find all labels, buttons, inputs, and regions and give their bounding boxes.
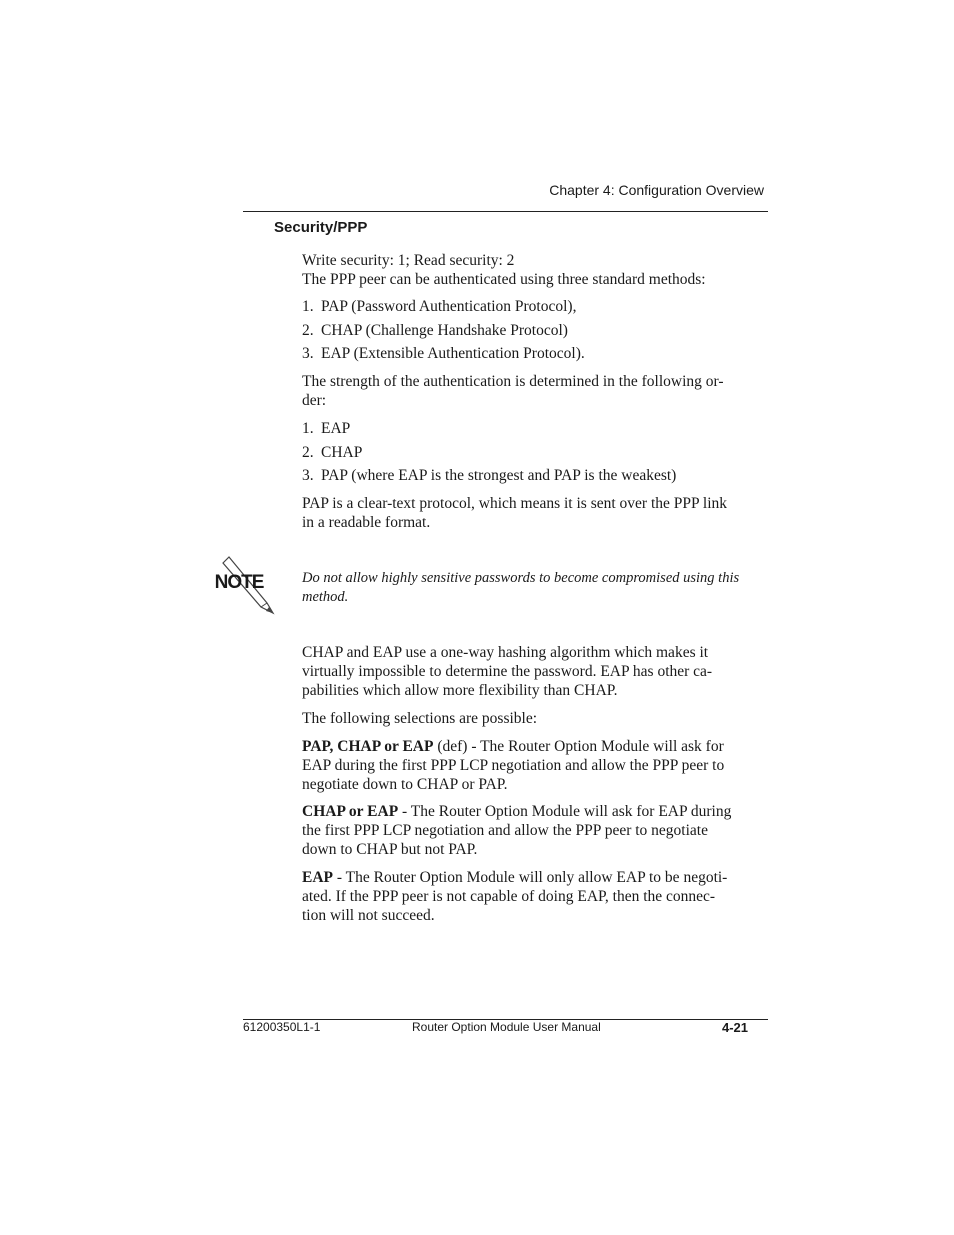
list-text: CHAP xyxy=(321,443,363,461)
list-item xyxy=(302,419,767,438)
paragraph-line xyxy=(302,802,767,821)
note-icon xyxy=(215,555,277,615)
header-rule xyxy=(243,211,768,212)
paragraph-line xyxy=(302,737,767,756)
list-number: 2. xyxy=(302,321,314,339)
selections-intro: The following selections are possible: xyxy=(302,710,538,727)
doc-number: 61200350L1-1 xyxy=(243,1020,321,1034)
order-list xyxy=(302,419,767,485)
note-icon-label: NOTE xyxy=(215,572,264,593)
paragraph-line: EAP during the first PPP LCP negotiation and allow the PPP peer to xyxy=(302,757,725,774)
strength-paragraph xyxy=(302,372,767,410)
list-item xyxy=(302,297,767,316)
paragraph-line: tion will not succeed. xyxy=(302,907,435,924)
option-paragraph xyxy=(302,868,767,925)
paragraph-line: The strength of the authentication is determined in the following or- xyxy=(302,373,724,390)
option-description: (def) - The Router Option Module will ask for xyxy=(433,738,724,755)
list-number: 3. xyxy=(302,467,314,484)
paragraph-line: ated. If the PPP peer is not capable of doing EAP, then the connec- xyxy=(302,888,716,905)
intro-line: The PPP peer can be authenticated using three standard methods: xyxy=(302,271,706,288)
paragraph-line: down to CHAP but not PAP. xyxy=(302,841,478,858)
intro-paragraph xyxy=(302,251,767,289)
intro-line: Write security: 1; Read security: 2 xyxy=(302,252,515,269)
paragraph-line: CHAP and EAP use a one-way hashing algorithm which makes it xyxy=(302,644,709,661)
list-item xyxy=(302,321,767,340)
note-text xyxy=(302,569,767,606)
list-text: EAP (Extensible Authentication Protocol). xyxy=(321,345,585,362)
list-text: PAP (where EAP is the strongest and PAP is the weakest) xyxy=(321,467,677,484)
list-item xyxy=(302,344,767,363)
paragraph-line: virtually impossible to determine the password. EAP has other ca- xyxy=(302,663,713,680)
note-line: method. xyxy=(302,588,349,605)
option-paragraph xyxy=(302,802,767,859)
paragraph-line: pabilities which allow more flexibility than CHAP. xyxy=(302,682,618,699)
section-title: Security/PPP xyxy=(274,219,368,236)
option-term: CHAP or EAP xyxy=(302,803,399,820)
chap-eap-paragraph xyxy=(302,643,767,700)
paragraph-line: in a readable format. xyxy=(302,514,431,531)
paragraph-line xyxy=(302,868,767,887)
list-text: EAP xyxy=(321,420,351,437)
manual-title: Router Option Module User Manual xyxy=(412,1020,601,1034)
option-description: - The Router Option Module will only allow EAP to be negoti- xyxy=(333,869,728,886)
paragraph-line: negotiate down to CHAP or PAP. xyxy=(302,776,508,793)
list-number: 3. xyxy=(302,345,314,362)
methods-list xyxy=(302,297,767,363)
pap-paragraph xyxy=(302,494,767,532)
page-number: 4-21 xyxy=(721,1020,748,1035)
option-term: PAP, CHAP or EAP xyxy=(302,738,434,755)
option-term: EAP xyxy=(302,869,333,886)
chapter-header: Chapter 4: Configuration Overview xyxy=(549,182,764,198)
list-number: 1. xyxy=(302,420,314,437)
list-text: PAP (Password Authentication Protocol), xyxy=(321,298,577,315)
paragraph-line: the first PPP LCP negotiation and allow the PPP peer to negotiate xyxy=(302,822,708,839)
list-number: 2. xyxy=(302,443,314,461)
paragraph-line: der: xyxy=(302,392,327,409)
list-text: CHAP (Challenge Handshake Protocol) xyxy=(321,321,568,339)
option-description: - The Router Option Module will ask for EAP during xyxy=(398,803,732,820)
list-item xyxy=(302,466,767,485)
list-number: 1. xyxy=(302,298,314,315)
note-line: Do not allow highly sensitive passwords to become compromised using this xyxy=(302,570,740,586)
list-item xyxy=(302,443,767,462)
option-paragraph xyxy=(302,737,767,794)
paragraph-line: PAP is a clear-text protocol, which means it is sent over the PPP link xyxy=(302,495,728,512)
